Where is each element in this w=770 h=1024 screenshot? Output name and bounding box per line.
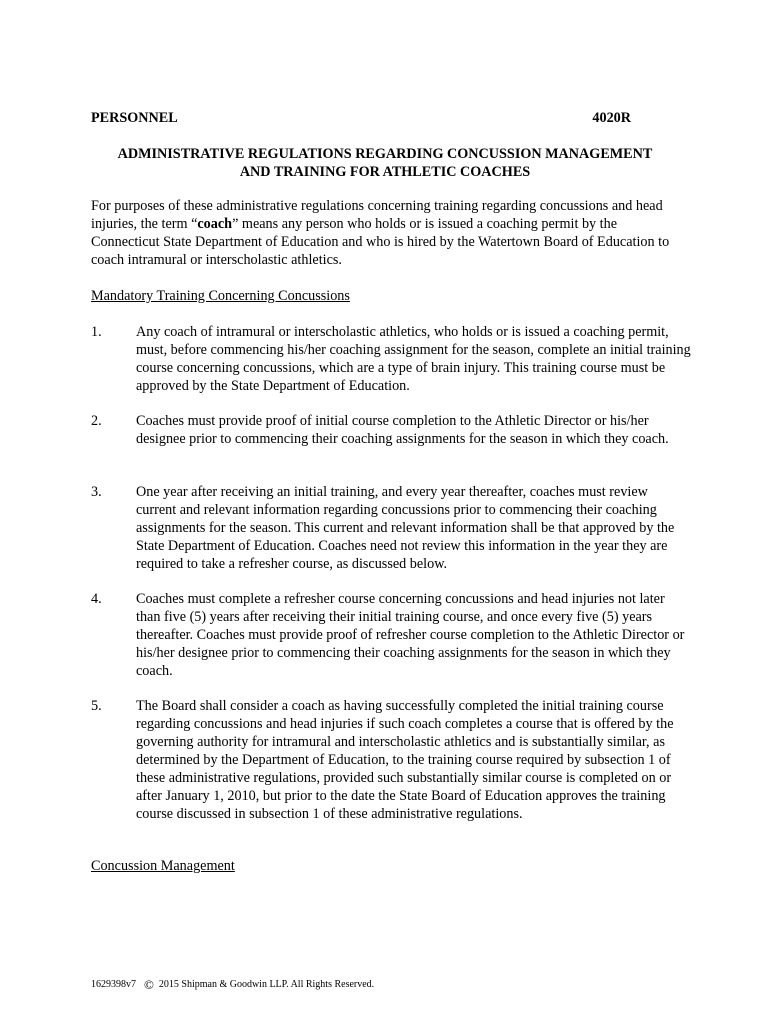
list-item-number: 3. xyxy=(91,484,102,500)
title-line-1: ADMINISTRATIVE REGULATIONS REGARDING CONCUSSION MANAGEMENT xyxy=(117,146,653,162)
intro-paragraph xyxy=(91,197,681,269)
list-item-text: Any coach of intramural or interscholastic athletics, who holds or is issued a coaching permit, must, before commencing his/her coaching assignment for the season, complete an initial training course concerning concussions, which are a type of brain injury. This training course must be approved by the State Department of Education. xyxy=(136,324,691,394)
concussion-management-heading: Concussion Management xyxy=(91,858,235,874)
list-item-number: 5. xyxy=(91,698,102,714)
list-item-text: Coaches must complete a refresher course concerning concussions and head injuries not later than five (5) years after receiving their initial training course, and once every five (5) years thereafter. Coaches must provide proof of refresher course completion to the Athletic Director or his/her designee prior to commencing their coaching assignments for the season in which they coach. xyxy=(136,591,685,679)
title-line-2: AND TRAINING FOR ATHLETIC COACHES xyxy=(239,164,531,180)
list-item-number: 4. xyxy=(91,591,102,607)
list-item-1 xyxy=(91,323,691,395)
document-title xyxy=(91,145,679,181)
intro-term: coach xyxy=(197,216,233,232)
list-item-text: One year after receiving an initial training, and every year thereafter, coaches must review current and relevant information regarding concussions prior to commencing their coaching assignments for the season. This current and relevant information shall be that approved by the State Department of Education. Coaches need not review this information in the year they are required to take a refresher course, as discussed below. xyxy=(136,484,675,572)
list-item-number: 1. xyxy=(91,324,102,340)
policy-number: 4020R xyxy=(592,110,631,126)
list-item-2 xyxy=(91,412,691,448)
section-label: PERSONNEL xyxy=(91,110,178,126)
list-item-4 xyxy=(91,590,691,680)
copyright-icon: © xyxy=(144,977,154,992)
list-item-number: 2. xyxy=(91,413,102,429)
page-footer xyxy=(91,979,374,991)
document-id: 1629398v7 xyxy=(91,979,136,990)
list-item-text: The Board shall consider a coach as having successfully completed the initial training course regarding concussions and head injuries if such coach completes a course that is offered by the governing authority for intramural and interscholastic athletics and is substantially similar, as determined by the Department of Education, to the training course required by subsection 1 of these administrative regulations, provided such substantially similar course is completed on or after January 1, 2010, but prior to the date the State Board of Education approves the training course discussed in subsection 1 of these administrative regulations. xyxy=(136,698,674,822)
list-item-5 xyxy=(91,697,691,823)
list-item-3 xyxy=(91,483,691,573)
copyright-text: 2015 Shipman & Goodwin LLP. All Rights Reserved. xyxy=(158,979,375,990)
list-item-text: Coaches must provide proof of initial course completion to the Athletic Director or his/her designee prior to commencing their coaching assignments for the season in which they coach. xyxy=(136,413,669,447)
intro-text-before: For purposes of these administrative regulations concerning training regarding concussions and head injuries, the term “ xyxy=(91,198,663,232)
intro-text-after: ” means any person who holds or is issued a coaching permit by the Connecticut State Department of Education and who is hired by the Watertown Board of Education to coach intramural or interscholastic athletics. xyxy=(91,216,670,268)
mandatory-training-heading: Mandatory Training Concerning Concussions xyxy=(91,288,350,304)
page-header xyxy=(91,109,631,127)
